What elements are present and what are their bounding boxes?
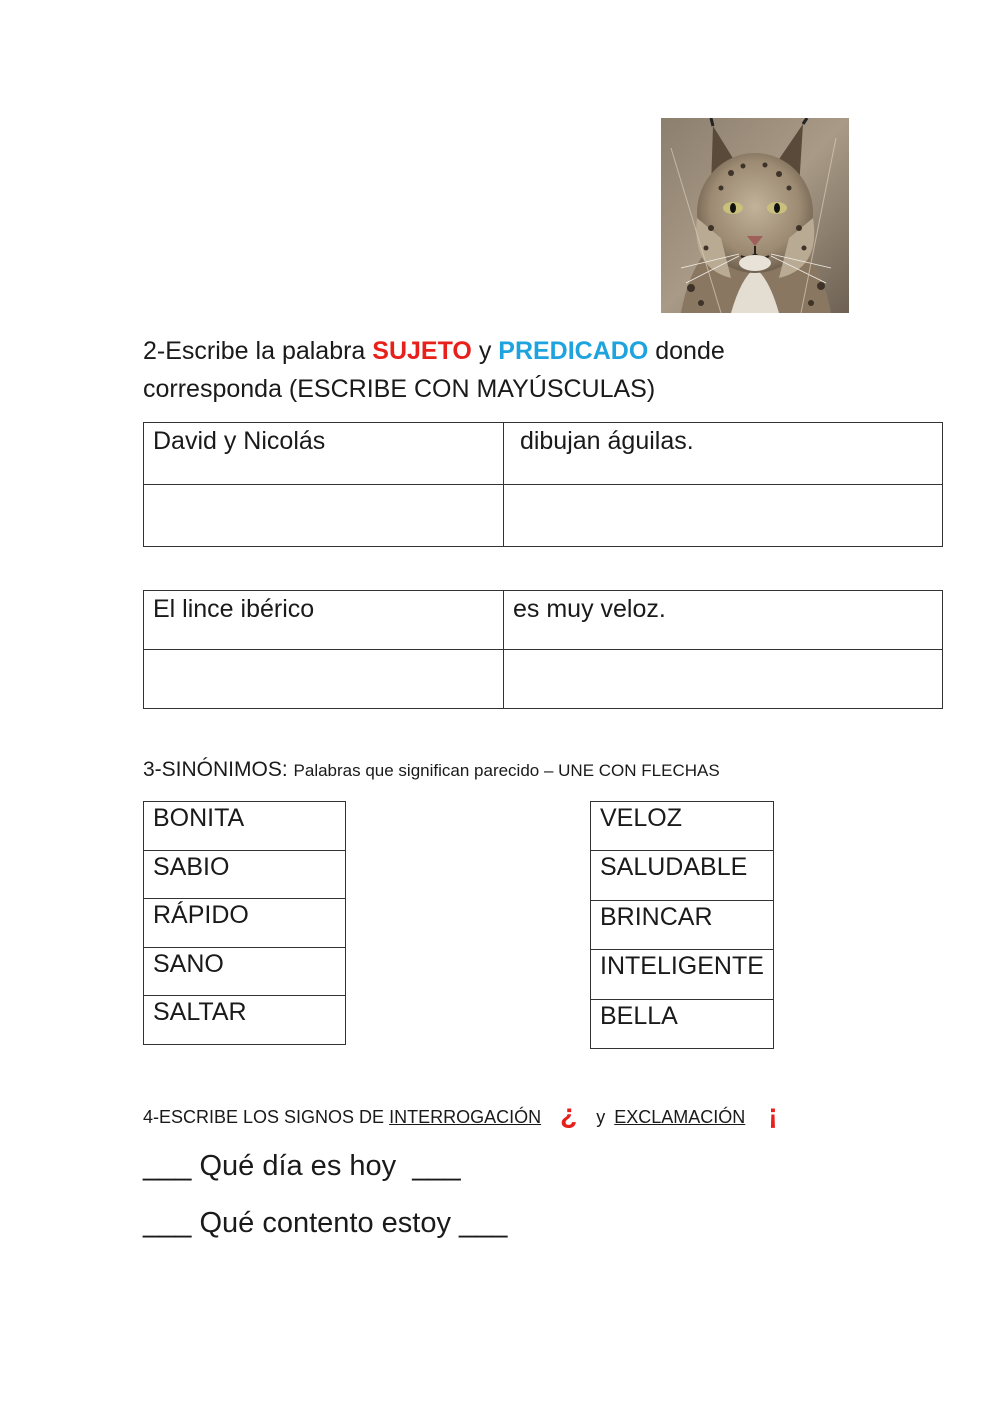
section-2-instruction: corresponda (ESCRIBE CON MAYÚSCULAS) xyxy=(143,375,656,403)
predicate-cell: dibujan águilas. xyxy=(504,423,943,485)
word-cell[interactable]: VELOZ xyxy=(591,802,774,851)
word-cell[interactable]: SALTAR xyxy=(144,996,346,1045)
section-3-heading xyxy=(143,755,720,786)
word-row xyxy=(591,851,774,900)
section-4-prefix: 4-ESCRIBE LOS SIGNOS DE xyxy=(143,1107,390,1127)
exercise-sentence-2[interactable]: ___ Qué contento estoy ___ xyxy=(143,1207,508,1239)
word-row xyxy=(144,899,346,948)
subject-cell: El lince ibérico xyxy=(144,591,504,650)
exclamation-label: EXCLAMACIÓN xyxy=(614,1107,746,1127)
section-2-connector: y xyxy=(471,337,499,365)
sentence-row xyxy=(144,591,943,650)
word-cell[interactable]: SALUDABLE xyxy=(591,851,774,900)
word-row xyxy=(144,947,346,996)
word-cell[interactable]: INTELIGENTE xyxy=(591,950,774,999)
section-3-title: 3-SINÓNIMOS: xyxy=(143,758,294,781)
exclamation-mark-icon: ¡ xyxy=(768,1098,778,1129)
word-row xyxy=(591,999,774,1048)
answer-predicate-cell[interactable] xyxy=(504,650,943,709)
predicate-cell: es muy veloz. xyxy=(504,591,943,650)
section-3-definition: Palabras que significan parecido – xyxy=(293,761,559,780)
word-cell[interactable]: BELLA xyxy=(591,999,774,1048)
answer-row xyxy=(144,485,943,547)
section-2-suffix: donde xyxy=(648,337,725,365)
sentence-row xyxy=(144,423,943,485)
word-row xyxy=(591,900,774,949)
interrogation-label: INTERROGACIÓN xyxy=(389,1107,542,1127)
subject-keyword: SUJETO xyxy=(372,337,472,365)
word-cell[interactable]: BRINCAR xyxy=(591,900,774,949)
subject-cell: David y Nicolás xyxy=(144,423,504,485)
word-cell[interactable]: SABIO xyxy=(144,850,346,899)
synonyms-right-table xyxy=(590,801,774,1049)
interrogation-mark-icon: ¿ xyxy=(560,1098,578,1129)
lynx-photo xyxy=(661,118,849,313)
answer-row xyxy=(144,650,943,709)
word-cell[interactable]: RÁPIDO xyxy=(144,899,346,948)
answer-subject-cell[interactable] xyxy=(144,650,504,709)
section-3-instruction: UNE CON FLECHAS xyxy=(558,761,720,780)
exercise-sentence-1[interactable]: ___ Qué día es hoy ___ xyxy=(143,1150,461,1182)
word-row xyxy=(144,850,346,899)
section-2-heading xyxy=(143,332,903,408)
word-cell[interactable]: BONITA xyxy=(144,802,346,851)
synonyms-left-table xyxy=(143,801,346,1045)
section-4-connector: y xyxy=(596,1107,606,1127)
answer-subject-cell[interactable] xyxy=(144,485,504,547)
sentence-table-2 xyxy=(143,590,943,709)
word-row xyxy=(144,996,346,1045)
section-2-prefix: 2-Escribe la palabra xyxy=(143,337,373,365)
answer-predicate-cell[interactable] xyxy=(504,485,943,547)
section-4-heading xyxy=(143,1097,778,1134)
sentence-table-1 xyxy=(143,422,943,547)
word-cell[interactable]: SANO xyxy=(144,947,346,996)
word-row xyxy=(144,802,346,851)
predicate-keyword: PREDICADO xyxy=(498,337,649,365)
word-row xyxy=(591,802,774,851)
word-row xyxy=(591,950,774,999)
